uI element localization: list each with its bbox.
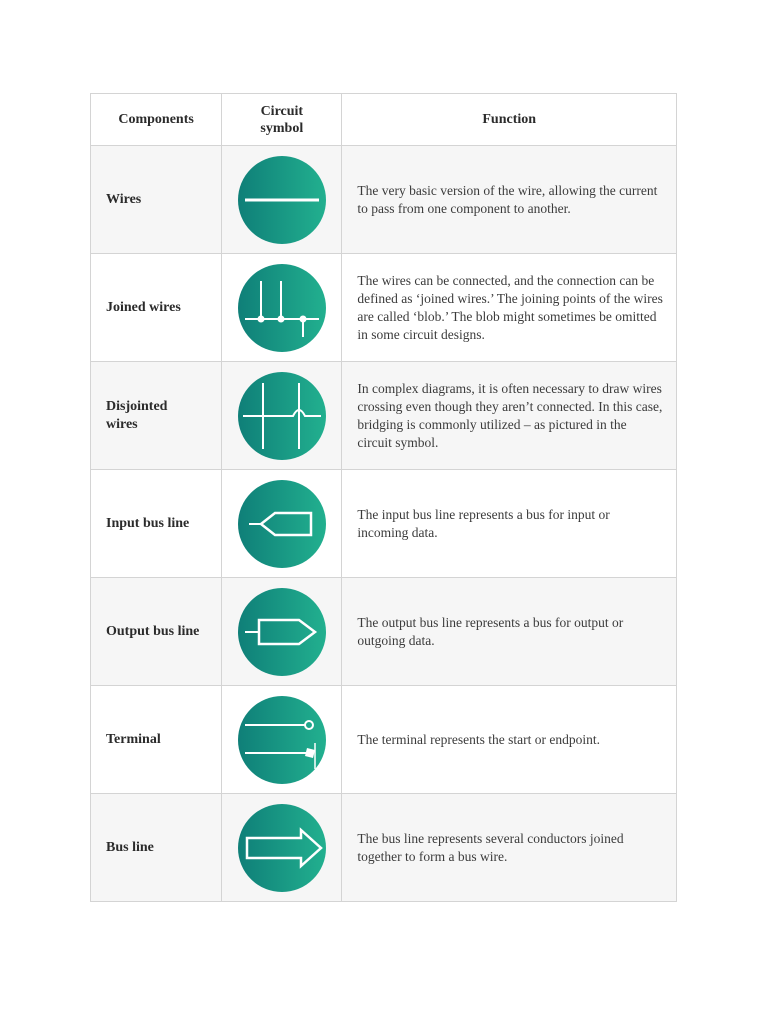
symbol-cell	[222, 254, 342, 362]
header-circuit-symbol-line2: symbol	[260, 120, 304, 136]
component-name: Terminal	[91, 686, 222, 794]
function-text: The very basic version of the wire, allowing the current to pass from one component to another.	[342, 146, 677, 254]
bus-line-icon	[237, 803, 327, 893]
table-row	[91, 686, 677, 794]
component-name	[91, 362, 222, 470]
table-header-row	[91, 94, 677, 146]
disjointed-wires-icon	[237, 371, 327, 461]
function-text: The bus line represents several conductors joined together to form a bus wire.	[342, 794, 677, 902]
table-row	[91, 578, 677, 686]
symbol-cell	[222, 686, 342, 794]
output-bus-line-icon	[237, 587, 327, 677]
header-components: Components	[91, 94, 222, 146]
symbol-cell	[222, 578, 342, 686]
table-row	[91, 362, 677, 470]
component-name: Bus line	[91, 794, 222, 902]
function-text: The wires can be connected, and the connection can be defined as ‘joined wires.’ The joining points of the wires are called ‘blob.’ The blob might sometimes be omitted in some circuit designs.	[342, 254, 677, 362]
function-text: In complex diagrams, it is often necessary to draw wires crossing even though they aren’t connected. In this case, bridging is commonly utilized – as pictured in the circuit symbol.	[342, 362, 677, 470]
header-circuit-symbol-line1: Circuit	[260, 103, 304, 119]
symbol-cell	[222, 146, 342, 254]
header-function: Function	[342, 94, 677, 146]
terminal-icon	[237, 695, 327, 785]
symbol-cell	[222, 362, 342, 470]
header-circuit-symbol	[222, 94, 342, 146]
function-text: The input bus line represents a bus for input or incoming data.	[342, 470, 677, 578]
component-name-line1: Disjointed	[106, 398, 168, 414]
function-text: The output bus line represents a bus for output or outgoing data.	[342, 578, 677, 686]
table-row	[91, 794, 677, 902]
symbol-cell	[222, 470, 342, 578]
table-row	[91, 470, 677, 578]
wire-icon	[237, 155, 327, 245]
joined-wires-icon	[237, 263, 327, 353]
component-name: Input bus line	[91, 470, 222, 578]
component-name-line2: wires	[106, 416, 138, 432]
input-bus-line-icon	[237, 479, 327, 569]
symbol-cell	[222, 794, 342, 902]
table-row	[91, 146, 677, 254]
circuit-symbols-table	[90, 93, 677, 902]
component-name: Wires	[91, 146, 222, 254]
table-row	[91, 254, 677, 362]
function-text: The terminal represents the start or endpoint.	[342, 686, 677, 794]
component-name: Output bus line	[91, 578, 222, 686]
component-name: Joined wires	[91, 254, 222, 362]
